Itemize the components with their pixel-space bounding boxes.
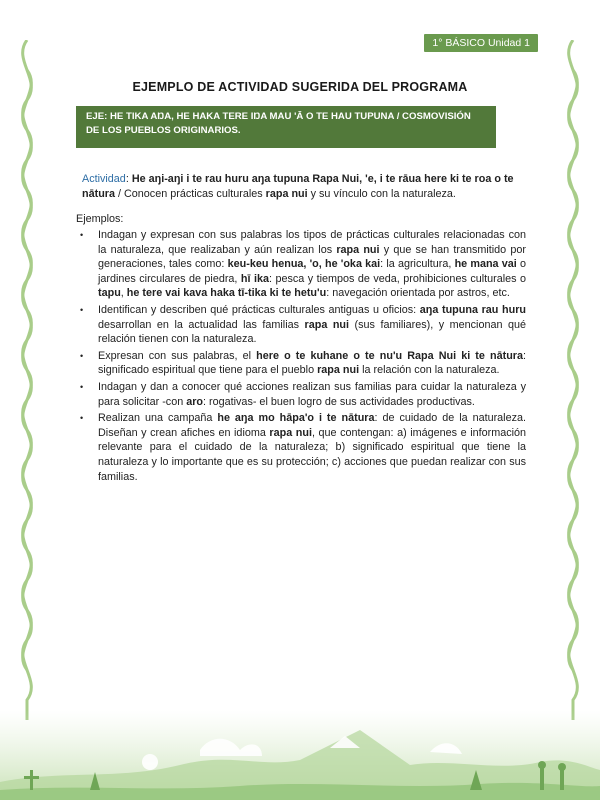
text-run: : significado espiritual que tiene para el pueblo	[98, 349, 527, 377]
text-run: Expresan con sus palabras, el	[98, 349, 257, 362]
activity-label: Actividad	[82, 173, 126, 185]
text-run: tapu	[98, 287, 121, 300]
eje-text: EJE: HE TIKA AŊA, HE HAKA TERE IŊA MAU 'Ā O TE HAU TUPUNA / COSMOVISIÓN DE LOS PUEBLOS ORIGINARIOS.	[86, 111, 471, 136]
text-run: rapa nui	[269, 426, 312, 439]
list-item	[76, 411, 526, 484]
right-decorative-border	[558, 40, 588, 720]
text-run: he aŋa mo hāpa'o i te nātura	[217, 412, 375, 425]
text-run: rapa nui	[304, 318, 350, 331]
text-run: Identifican y describen qué prácticas culturales antiguas u oficios:	[98, 303, 420, 316]
footer-landscape-illustration	[0, 710, 600, 800]
text-run: he tere vai kava haka tī-tika ki te hetu'u	[126, 287, 327, 300]
text-run: Indagan y dan a conocer qué acciones realizan sus familias para cuidar la naturaleza y para solicitar -con	[98, 380, 526, 408]
list-item	[76, 228, 526, 301]
text-run: , que contengan: a) imágenes e información relevante para el cuidado de la naturaleza; b) significado espiritual que tiene la naturaleza y lo importante que es su protección; c) acciones que puedan realizar con sus familias.	[98, 426, 527, 483]
activity-description	[82, 172, 522, 202]
text-run: : pesca y tiempos de veda, prohibiciones culturales o	[268, 272, 526, 285]
text-run: (sus familiares), y mencionan qué relación tienen con la naturaleza.	[98, 318, 527, 346]
activity-es-b: rapa nui	[265, 188, 308, 200]
text-run: : rogativas- el buen logro de sus actividades productivas.	[203, 395, 475, 408]
activity-es-c: y su vínculo con la naturaleza.	[307, 188, 456, 200]
text-run: rapa nui	[317, 364, 360, 377]
text-run: Realizan una campaña	[98, 412, 218, 425]
examples-heading: Ejemplos:	[76, 213, 124, 225]
text-run: he mana vai	[454, 258, 517, 271]
activity-es-a: Conocen prácticas culturales	[124, 188, 266, 200]
examples-section	[76, 213, 526, 486]
list-item	[76, 303, 526, 347]
text-run: : la agricultura,	[380, 258, 455, 271]
text-run: la relación con la naturaleza.	[359, 364, 500, 377]
text-run: o jardines circulares de piedra,	[98, 258, 526, 285]
text-run: : de cuidado de la naturaleza. Diseñan y crean afiches en idioma	[98, 412, 526, 439]
text-run: y que se han transmitido por generaciones, tales como:	[98, 243, 526, 271]
activity-label-sep: :	[125, 173, 132, 185]
activity-rapanui-title: He aŋi-aŋi i te rau huru aŋa tupuna Rapa Nui, 'e, i te rāua here ki te roa o te nātura	[82, 173, 514, 200]
text-run: rapa nui	[336, 243, 380, 256]
eje-banner	[76, 106, 496, 148]
text-run: aro	[186, 395, 204, 408]
examples-list	[76, 228, 526, 484]
bullet-icon: •	[80, 350, 84, 361]
text-run: desarrollan en la actualidad las familias	[98, 318, 305, 331]
bullet-icon: •	[80, 413, 84, 424]
text-run: keu-keu henua, 'o, he 'oka kai	[227, 258, 381, 271]
grade-unit-badge: 1° BÁSICO Unidad 1	[424, 34, 538, 52]
page-title: EJEMPLO DE ACTIVIDAD SUGERIDA DEL PROGRAMA	[132, 80, 468, 94]
list-item	[76, 349, 526, 378]
text-run: Indagan y expresan con sus palabras los tipos de prácticas culturales relacionadas con la naturaleza, que realizaban y aún realizan los	[98, 229, 526, 256]
text-run: aŋa tupuna rau huru	[419, 303, 526, 316]
activity-slash: /	[115, 188, 124, 200]
bullet-icon: •	[80, 230, 84, 240]
text-run: hī ika	[240, 272, 269, 285]
left-decorative-border	[12, 40, 42, 720]
text-run: : navegación orientada por astros, etc.	[326, 287, 510, 300]
list-item	[76, 380, 526, 409]
bullet-icon: •	[80, 381, 84, 392]
bullet-icon: •	[80, 304, 84, 315]
text-run: here o te kuhane o te nu'u Rapa Nui ki te nātura	[256, 349, 524, 362]
text-run: ,	[120, 287, 127, 300]
